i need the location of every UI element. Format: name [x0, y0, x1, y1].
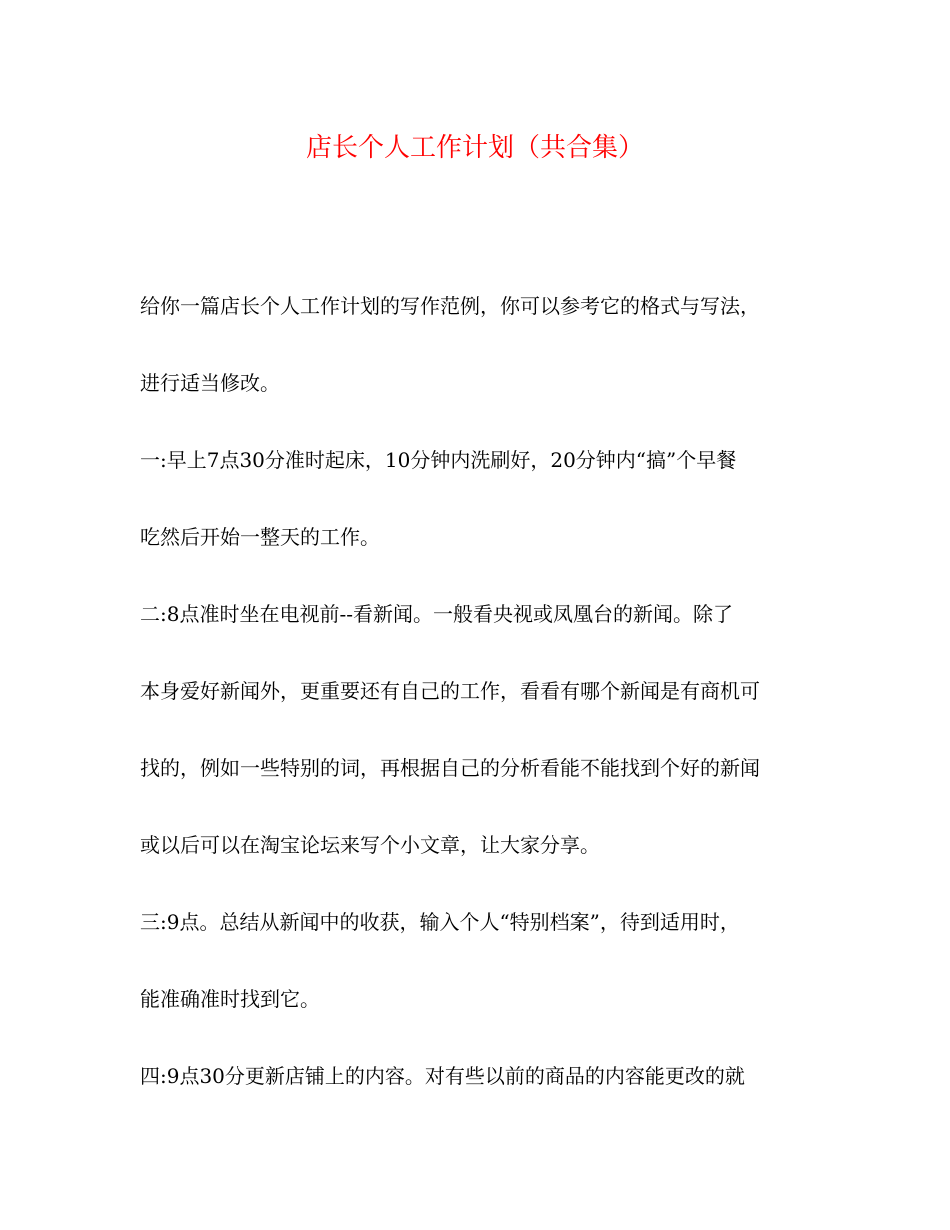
body-line-11: 四:9点30分更新店铺上的内容。对有些以前的商品的内容能更改的就: [140, 1064, 745, 1088]
body-line-3: 一:早上7点30分准时起床，10分钟内洗刷好，20分钟内“搞”个早餐: [140, 448, 737, 472]
body-line-2: 进行适当修改。: [140, 371, 280, 395]
body-line-4: 吃然后开始一整天的工作。: [140, 525, 380, 549]
body-line-1: 给你一篇店长个人工作计划的写作范例，你可以参考它的格式与写法，: [140, 294, 760, 318]
document-title: 店长个人工作计划（共合集）: [305, 133, 644, 163]
body-line-7: 找的，例如一些特别的词，再根据自己的分析看能不能找到个好的新闻: [140, 756, 760, 780]
body-line-5: 二:8点准时坐在电视前--看新闻。一般看央视或凤凰台的新闻。除了: [140, 602, 733, 626]
body-line-8: 或以后可以在淘宝论坛来写个小文章，让大家分享。: [140, 833, 600, 857]
body-line-9: 三:9点。总结从新闻中的收获，输入个人“特别档案”，待到适用时，: [140, 910, 740, 934]
document-body: [140, 286, 820, 1133]
body-line-6: 本身爱好新闻外，更重要还有自己的工作，看看有哪个新闻是有商机可: [140, 679, 760, 703]
body-line-10: 能准确准时找到它。: [140, 987, 320, 1011]
